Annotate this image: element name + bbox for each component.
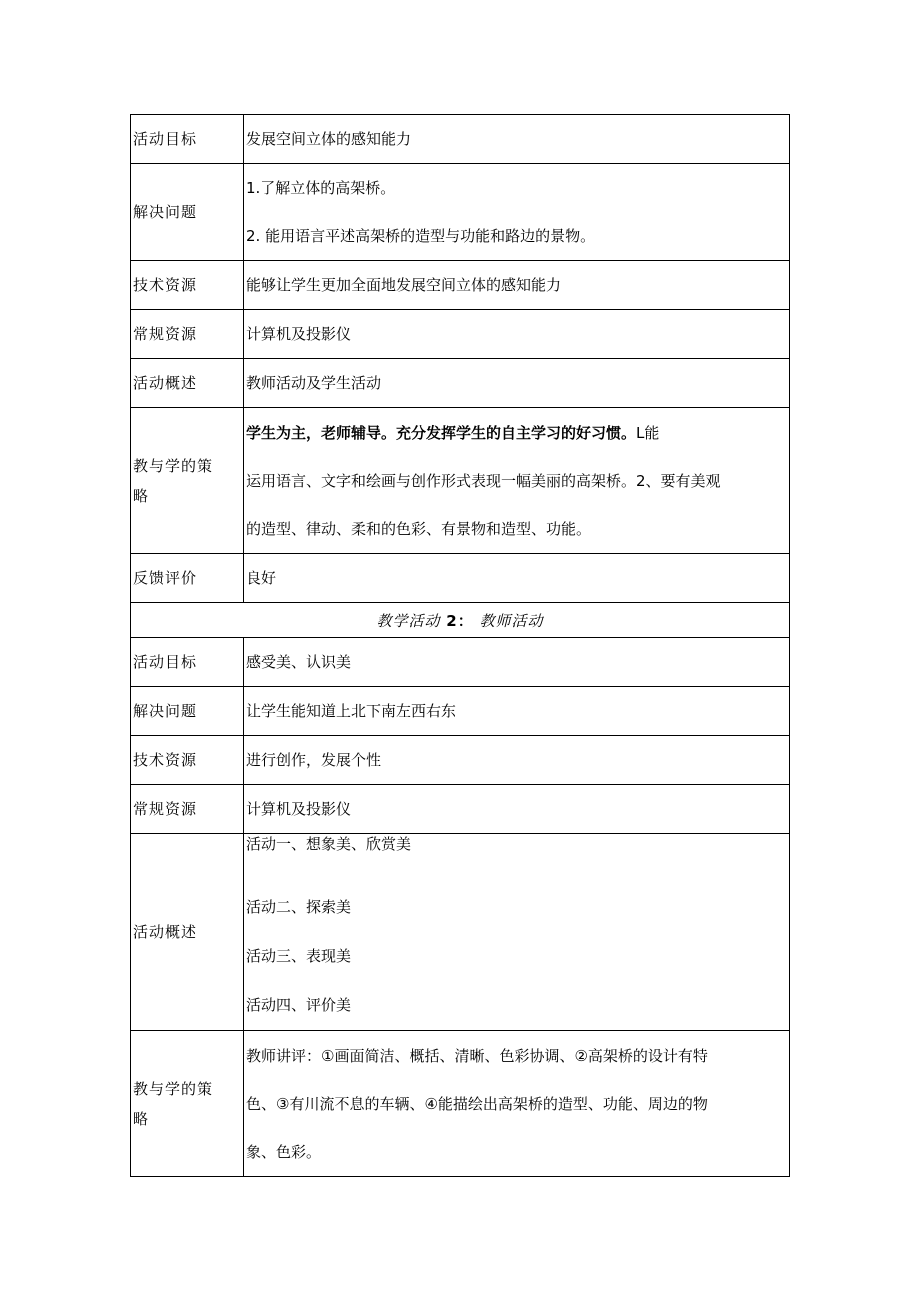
table-row [131,638,790,687]
overview-item: 活动四、评价美 [246,996,352,1014]
row-label: 活动概述 [131,359,244,408]
section-heading-row [131,603,790,638]
row-value: 良好 [244,554,790,603]
row-label: 技术资源 [131,736,244,785]
row-value: 感受美、认识美 [244,638,790,687]
table-row [131,359,790,408]
strategy-line-3: 象、色彩。 [246,1142,322,1161]
row-value: 进行创作，发展个性 [244,736,790,785]
row-value: 计算机及投影仪 [244,785,790,834]
row-value: 让学生能知道上北下南左西右东 [244,687,790,736]
section-heading: 教学活动 2： 教师活动 [131,603,790,638]
row-label: 活动目标 [131,115,244,164]
row-label: 解决问题 [131,687,244,736]
row-value: 能够让学生更加全面地发展空间立体的感知能力 [244,261,790,310]
table-row [131,834,790,1031]
row-value: 教师活动及学生活动 [244,359,790,408]
strategy-value [244,408,790,554]
row-label: 技术资源 [131,261,244,310]
strategy-line-3: 的造型、律动、柔和的色彩、有景物和造型、功能。 [246,519,592,538]
row-label: 活动概述 [131,834,244,1031]
overview-item: 活动三、表现美 [246,947,352,965]
table-row [131,310,790,359]
row-label: 活动目标 [131,638,244,687]
problem-line-1: 1.了解立体的高架桥。 [246,179,396,197]
table-row [131,261,790,310]
row-label: 反馈评价 [131,554,244,603]
table-row [131,115,790,164]
table-row [131,785,790,834]
row-label: 常规资源 [131,310,244,359]
strategy-line-2: 运用语言、文字和绘画与创作形式表现一幅美丽的高架桥。2、要有美观 [246,471,721,490]
overview-item: 活动二、探索美 [246,898,352,916]
table-row [131,687,790,736]
row-label: 教与学的策 略 [131,408,244,554]
row-value [244,164,790,261]
overview-item: 活动一、想象美、欣赏美 [246,835,412,853]
row-label: 解决问题 [131,164,244,261]
lesson-plan-table [130,114,790,1177]
table-row [131,736,790,785]
table-row [131,1031,790,1177]
row-label: 教与学的策 略 [131,1031,244,1177]
table-row [131,164,790,261]
strategy-line-1: 教师讲评：①画面简洁、概括、清晰、色彩协调、②高架桥的设计有特 [246,1046,708,1065]
table-row [131,554,790,603]
strategy-line-1: 学生为主，老师辅导。充分发挥学生的自主学习的好习惯。L能 [246,423,660,442]
overview-value [244,834,790,1031]
row-label: 常规资源 [131,785,244,834]
strategy-line-2: 色、③有川流不息的车辆、④能描绘出高架桥的造型、功能、周边的物 [246,1094,708,1113]
problem-line-2: 2. 能用语言平述高架桥的造型与功能和路边的景物。 [246,227,596,245]
row-value: 计算机及投影仪 [244,310,790,359]
strategy-value [244,1031,790,1177]
table-row [131,408,790,554]
row-value: 发展空间立体的感知能力 [244,115,790,164]
